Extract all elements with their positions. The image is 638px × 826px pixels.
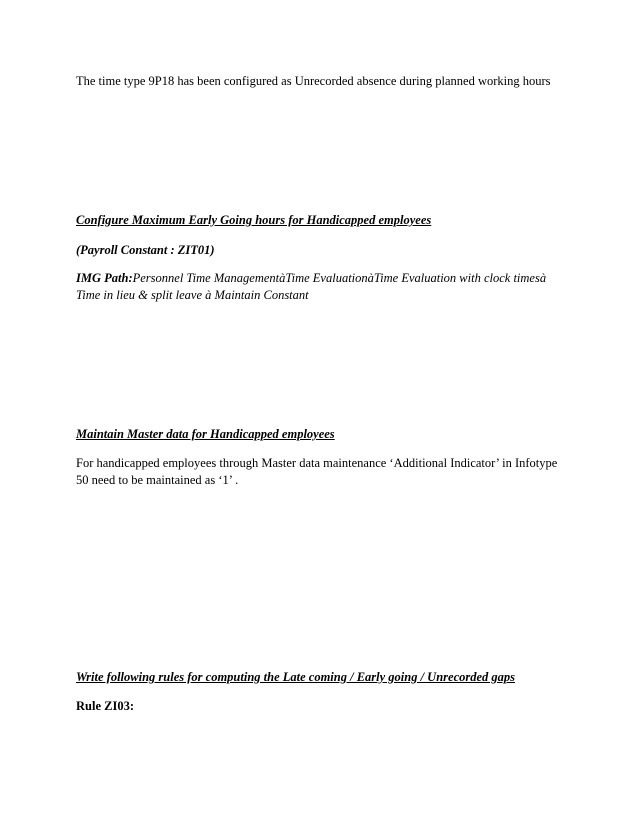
img-path-line-1: Personnel Time ManagementàTime EvaluationàTime Evaluation with clock timesà (132, 271, 547, 285)
img-path-line-2: Time in lieu & split leave à Maintain Constant (76, 288, 309, 302)
img-path-label: IMG Path: (76, 271, 133, 285)
master-data-body (76, 455, 576, 489)
payroll-constant-label: (Payroll Constant : ZIT01) (76, 243, 215, 257)
img-path-block (76, 270, 576, 304)
section-heading-early-going: Configure Maximum Early Going hours for Handicapped employees (76, 213, 432, 227)
intro-text: The time type 9P18 has been configured as Unrecorded absence during planned working hours (76, 74, 551, 88)
master-data-line-1: For handicapped employees through Master data maintenance ‘Additional Indicator’ in Infotype (76, 456, 558, 470)
rule-label: Rule ZI03: (76, 699, 134, 713)
section-heading-rules: Write following rules for computing the Late coming / Early going / Unrecorded gaps (76, 670, 516, 684)
section-heading-master-data: Maintain Master data for Handicapped employees (76, 427, 335, 441)
master-data-line-2: 50 need to be maintained as ‘1’ . (76, 473, 239, 487)
